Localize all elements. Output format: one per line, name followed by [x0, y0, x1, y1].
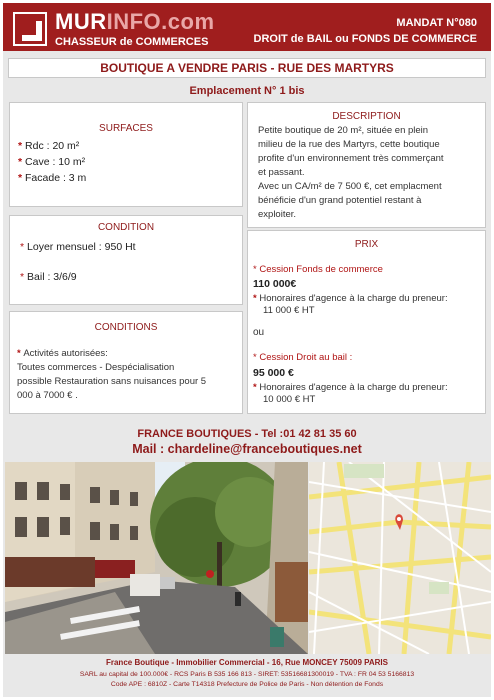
conditions-title: CONDITIONS — [94, 322, 158, 333]
footer-legal-1: SARL au capital de 100.000€ - RCS Paris B 535 166 813 - SIRET: 53516681300019 - TVA : FR 04 53 5166813 — [79, 671, 415, 678]
surface-cave: * Cave : 10 m² — [18, 156, 86, 168]
brand-part-1: MUR — [55, 9, 107, 34]
droit-label: * Cession Droit au bail : — [253, 352, 353, 363]
description-title: DESCRIPTION — [332, 111, 401, 122]
conditions-card — [9, 311, 243, 414]
condition-title: CONDITION — [97, 222, 155, 233]
location-subtitle: Emplacement N° 1 bis — [189, 85, 305, 97]
fonds-label: * Cession Fonds de commerce — [253, 264, 383, 275]
mandat-number: MANDAT N°080 — [396, 17, 477, 29]
condition-card — [9, 215, 243, 305]
condition-loyer: * Loyer mensuel : 950 Ht — [20, 241, 136, 253]
surfaces-title: SURFACES — [99, 123, 153, 134]
prix-card — [247, 230, 486, 414]
fonds-honoraires: * Honoraires d'agence à la charge du preneur: — [253, 293, 448, 304]
mandat-type: DROIT de BAIL ou FONDS DE COMMERCE — [253, 33, 477, 45]
condition-bail: * Bail : 3/6/9 — [20, 271, 77, 283]
location-map[interactable] — [309, 462, 491, 654]
brand-logo-text — [55, 9, 215, 35]
listing-title: BOUTIQUE A VENDRE PARIS - RUE DES MARTYRS — [8, 58, 486, 78]
contact-phone: FRANCE BOUTIQUES - Tel :01 42 81 35 60 — [137, 428, 357, 440]
prix-title: PRIX — [354, 239, 379, 250]
brand-tagline: CHASSEUR de COMMERCES — [55, 36, 209, 48]
fonds-price: 110 000€ — [253, 278, 297, 290]
description-text: Petite boutique de 20 m², située en plein milieu de la rue des Martyrs, cette boutique profite d'un environnement très commerçant et passant. Avec un CA/m² de 7 500 €, cet emplacment bénéficie d'un grand potentiel restant à exploiter. — [258, 125, 444, 220]
droit-honoraires-amount: 10 000 € HT — [263, 394, 316, 405]
conditions-activites: * Activités autorisées: — [17, 348, 108, 359]
logo-icon — [13, 12, 47, 46]
fonds-honoraires-amount: 11 000 € HT — [263, 305, 315, 316]
header-bar — [3, 3, 491, 51]
droit-honoraires: * Honoraires d'agence à la charge du preneur: — [253, 382, 448, 393]
surface-rdc: * Rdc : 20 m² — [18, 140, 80, 152]
footer-address: France Boutique - Immobilier Commercial - 16, Rue MONCEY 75009 PARIS — [105, 658, 388, 667]
brand-part-2: INFO.com — [106, 9, 215, 34]
ou-separator: ou — [253, 327, 265, 338]
description-card — [247, 102, 486, 228]
surfaces-card — [9, 102, 243, 207]
surface-facade: * Facade : 3 m — [18, 172, 87, 184]
contact-email[interactable]: Mail : chardeline@franceboutiques.net — [132, 442, 362, 456]
droit-price: 95 000 € — [253, 367, 294, 379]
street-photo — [5, 462, 308, 654]
conditions-text: Toutes commerces - Despécialisation possible Restauration sans nuisances pour 5 000 à 7000 € . — [17, 362, 207, 401]
footer-legal-2: Code APE : 6810Z - Carte T14318 Prefecture de Police de Paris - Non détention de Fonds — [110, 681, 384, 688]
